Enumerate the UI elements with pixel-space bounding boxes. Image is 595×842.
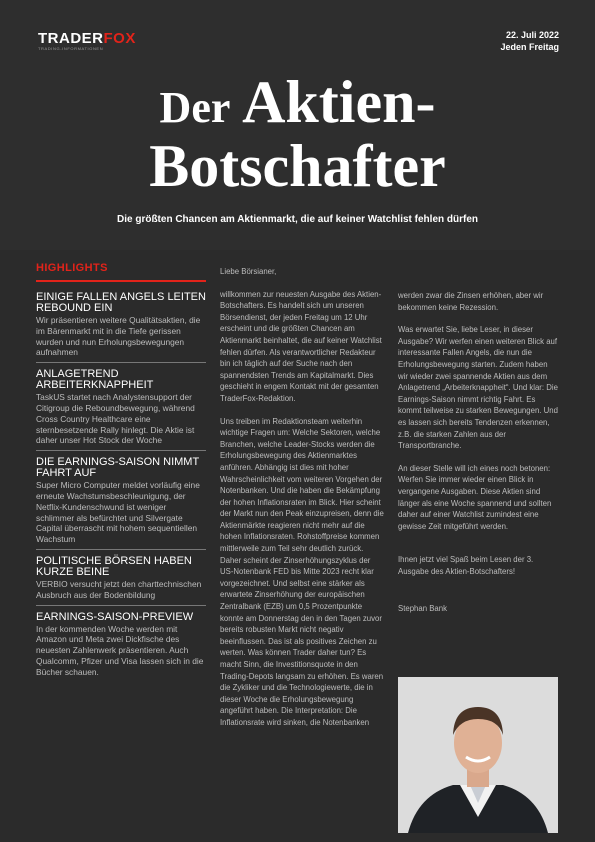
header bbox=[0, 0, 595, 250]
author-portrait-icon bbox=[398, 677, 558, 833]
highlights-title: HIGHLIGHTS bbox=[36, 262, 108, 274]
letter-column-1 bbox=[220, 266, 384, 740]
letter-paragraph: An dieser Stelle will ich eines noch betonen: Werfen Sie immer wieder einen Blick in vergangene Ausgaben. Diese Aktien sind länger als eine Woche spannend und sollten daher auf einer Watchlist zumindest eine gewisse Zeit mitgeführt werden. bbox=[398, 463, 552, 531]
highlight-text: In der kommenden Woche werden mit Amazon und Meta zwei Dickfische des neuesten Zahlenwerk präsentieren. Auch Qualcomm, Pfizer und Visa lassen sich in die Bücher schauen. bbox=[36, 623, 204, 677]
highlight-item[interactable] bbox=[36, 292, 206, 363]
highlight-item[interactable] bbox=[36, 369, 206, 451]
highlight-text: VERBIO versucht jetzt den charttechnischen Ausbruch aus der Bodenbildung bbox=[36, 578, 202, 600]
highlight-heading: POLITISCHE BÖRSEN HABEN KURZE BEINE bbox=[36, 554, 192, 578]
highlight-text: Wir präsentieren weitere Qualitätsaktien, die im Bärenmarkt mit in die Tiefe gerissen wurden und nun Erholungsbewegungen aufnahmen bbox=[36, 315, 201, 358]
letter-paragraph: Uns treiben im Redaktionsteam weiterhin wichtige Fragen um: Welche Sektoren, welche Branchen, welche Leader-Stocks werden die Erholungsbewegung des Aktienmarktes anführen. Abhängig ist dies mit hoher Wahrscheinlichkeit vom weiteren Vorgehen der Notenbanken. Und die haben die Bekämpfung der hohen Inflationsraten im Blick. Hier scheint der Markt nun den Peak einzupreisen, denn die Aktienmärkte reagieren nicht mehr auf die hohen Inflationsraten. Rohstoffpreise kommen mittlerweile zum Teil sehr deutlich zurück. Daher scheint der Zinserhöhungszyklus der US-Notenbank FED bis Mitte 2023 recht klar vorgezeichnet. Und selbst eine stärker als erwartete Zinserhöhung der europäischen Zentralbank (EZB) um 0,5 Prozentpunkte konnte am Donnerstag den in den Tagen zuvor bereits robusten Markt nicht negativ beeinflussen. Das ist als positives Zeichen zu werten. Was können Trader daher tun? Es macht Sinn, die Investitionsquote in den Trading-Depots langsam zu erhöhen. Es waren die Zykliker und die Technologiewerte, die in dieser Woche die Erholungsbewegung angeführt haben. Die Interpretation: Die Inflationsrate wird sinken, die Notenbanken bbox=[220, 416, 384, 727]
highlights-sidebar bbox=[36, 262, 206, 688]
issue-date bbox=[500, 29, 559, 53]
title-der: Der bbox=[159, 83, 231, 132]
highlight-heading: DIE EARNINGS-SAISON NIMMT FAHRT AUF bbox=[36, 456, 199, 480]
title-aktien: Aktien- bbox=[242, 69, 436, 135]
letter-paragraph: willkommen zur neuesten Ausgabe des Aktien-Botschafters. Es handelt sich um unseren Börsendienst, der jeden Freitag um 12 Uhr erscheint und die größten Chancen am Aktienmarkt beinhaltet, die auf keiner Watchlist fehlen dürfen. Als verantwortlicher Redakteur bin ich täglich auf der Suche nach den spannendsten Trends am Kapitalmarkt. Dies geschieht in engem Kontakt mit der gesamten TraderFox-Redaktion. bbox=[220, 289, 382, 403]
highlights-divider bbox=[36, 280, 206, 282]
letter-paragraph: werden zwar die Zinsen erhöhen, aber wir bekommen keine Rezession. bbox=[398, 291, 544, 312]
traderfox-logo[interactable] bbox=[38, 30, 136, 47]
letter-paragraph: Was erwartet Sie, liebe Leser, in dieser Ausgabe? Wir werfen einen weiteren Blick auf interessante Fallen Angels, die nun die Erholungsbewegung starten. Zudem haben wir wieder zwei spannende Aktien aus dem Anlagetrend „Arbeiterknappheit“. Und klar: Die Earnings-Saison nimmt richtig Fahrt. Es kommt teilweise zu starken Bewegungen. Und es lassen sich bereits Tendenzen erkennen, z.B. die starken Zahlen aus der Transportbranche. bbox=[398, 325, 558, 451]
title-line-2: Botschafter bbox=[149, 133, 446, 199]
highlight-text: Super Micro Computer meldet vorläufig eine erneute Wachstumsbeschleunigung, der Netflix-Kundenschwund ist weniger schlimmer als befürchtet und Silvergate Capital überrascht mit hohem sequentiellen Wachstum bbox=[36, 480, 200, 545]
highlight-heading: EARNINGS-SAISON-PREVIEW bbox=[36, 610, 194, 623]
highlight-heading: EINIGE FALLEN ANGELS LEITEN REBOUND EIN bbox=[36, 291, 206, 314]
signature: Stephan Bank bbox=[398, 604, 447, 614]
salutation: Liebe Börsianer, bbox=[220, 267, 277, 276]
logo-text: TRADER bbox=[38, 30, 104, 47]
logo-text-accent: FOX bbox=[103, 30, 136, 47]
highlight-heading: ANLAGETREND ARBEITERKNAPPHEIT bbox=[36, 368, 154, 392]
title-line-1 bbox=[0, 70, 595, 140]
logo-tagline: TRADING-INFORMATIONEN bbox=[38, 46, 104, 51]
highlight-text: TaskUS startet nach Analystensupport der Citigroup die Reboundbewegung, während Cross Country Healthcare eine sternbesetzende Rally hinlegt. Die Aktie ist daher unser Hot Stock der Woche bbox=[36, 392, 195, 446]
highlight-item[interactable] bbox=[36, 612, 206, 682]
highlight-item[interactable] bbox=[36, 457, 206, 550]
letter-paragraph: Ihnen jetzt viel Spaß beim Lesen der 3. Ausgabe des Aktien-Botschafters! bbox=[398, 555, 534, 576]
date-text: 22. Juli 2022 bbox=[505, 30, 559, 40]
subtitle: Die größten Chancen am Aktienmarkt, die auf keiner Watchlist fehlen dürfen bbox=[117, 214, 478, 225]
letter-column-2 bbox=[398, 290, 558, 626]
frequency-text: Jeden Freitag bbox=[500, 42, 559, 52]
highlight-item[interactable] bbox=[36, 556, 206, 606]
